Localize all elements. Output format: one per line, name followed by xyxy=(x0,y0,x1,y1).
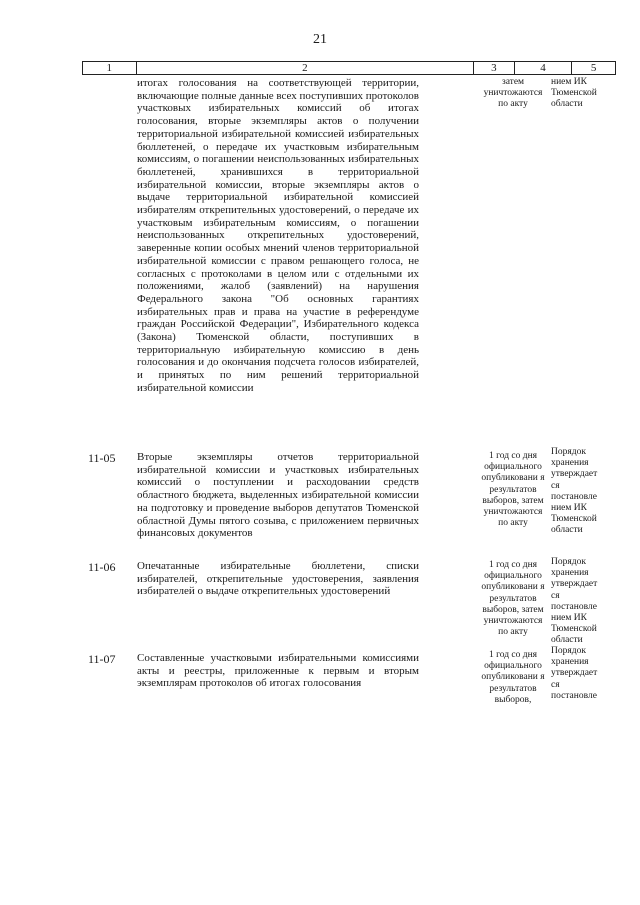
row-11-07-text: Составленные участковыми избирательными комиссиями акты и реестры, приложенные к первым и вторым экземплярам протоколов об итогах голосования xyxy=(137,652,419,690)
header-cell-1: 1 xyxy=(83,62,137,74)
row-11-05-text: Вторые экземпляры отчетов территориальной избирательной комиссии и участковых избирательных комиссий о поступлении и расходовании средств областного бюджета, выделенных избирательной комиссии на подготовку и проведение выборов депутатов Тюменской областной Думы пятого созыва, с приложением первичных финансовых документов xyxy=(137,451,419,540)
row-11-05-note: Порядок хранения утверждает ся постановле нием ИК Тюменской области xyxy=(551,447,598,536)
table-header xyxy=(82,61,616,75)
row-index-11-06: 11-06 xyxy=(88,560,116,574)
row-11-06-text: Опечатанные избирательные бюллетени, списки избирателей, открепительные удостоверения, заявления избирателей о выдаче открепительных удостоверений xyxy=(137,560,419,598)
row-continuation-note: нием ИК Тюменской области xyxy=(551,77,597,110)
row-continuation-term: затем уничтожаются по акту xyxy=(483,77,543,110)
row-continuation-text: итогах голосования на соответствующей территории, включающие полные данные всех поступивших протоколов участковых избирательных комиссий об итогах голосования, вторые экземпляры актов о получении территориальной избирательной комиссией избирательных бюллетеней, о передаче их участковым избирательным комиссиям, о погашении неиспользованных избирательных бюллетеней, хранившихся в территориальной избирательной комиссии, вторые экземпляры актов о выдаче территориальной избирательной комиссией избирателям открепительных удостоверений, о передаче их участковым избирательным комиссиям, о погашении неиспользованных открепительных удостоверений, заверенные копии особых мнений членов территориальной избирательной комиссии с правом решающего голоса, не согласных с протоколами в целом или с отдельными их положениями, жалоб (заявлений) на нарушения Федерального закона "Об основных гарантиях избирательных прав и права на участие в референдуме граждан Российской Федерации", Избирательного кодекса (Закона) Тюменской области, поступивших в территориальную избирательную комиссию в день голосования и до окончания подсчета голосов избирателей, и принятых по ним решений территориальной избирательной комиссии xyxy=(137,77,420,394)
header-cell-2: 2 xyxy=(137,62,474,74)
row-index-11-05: 11-05 xyxy=(88,451,116,465)
header-cell-4: 4 xyxy=(515,62,573,74)
header-cell-5: 5 xyxy=(590,62,597,74)
row-11-06-note: Порядок хранения утверждает ся постановле нием ИК Тюменской области xyxy=(551,557,598,646)
row-11-05-term: 1 год со дня официального опубликовани я результатов выборов, затем уничтожаются по акту xyxy=(481,451,545,529)
page-number: 21 xyxy=(313,32,327,47)
row-11-07-note: Порядок хранения утверждает ся постановле xyxy=(551,646,598,701)
row-index-11-07: 11-07 xyxy=(88,652,116,666)
row-11-07-term: 1 год со дня официального опубликовани я результатов выборов, xyxy=(481,650,545,705)
header-cell-3: 3 xyxy=(474,62,515,74)
row-11-06-term: 1 год со дня официального опубликовани я результатов выборов, затем уничтожаются по акту xyxy=(481,560,545,638)
